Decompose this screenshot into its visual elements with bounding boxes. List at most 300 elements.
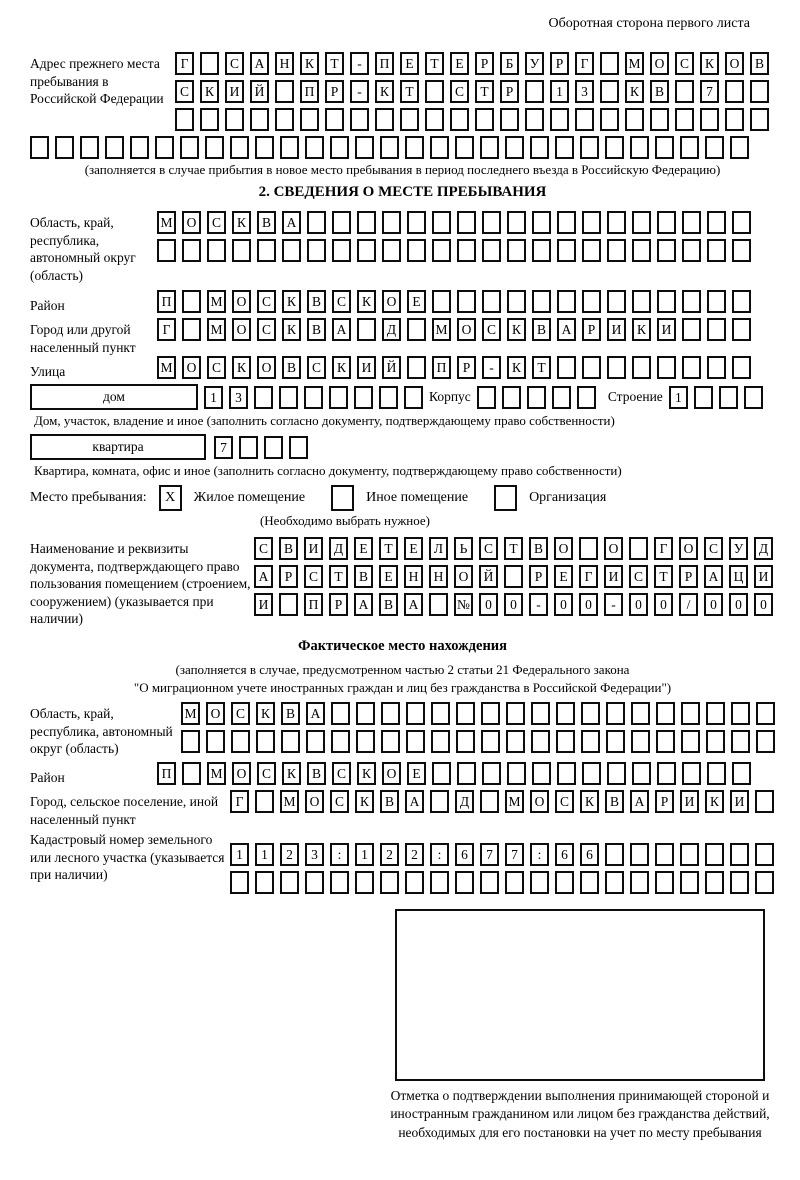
char-box: / <box>679 593 698 616</box>
char-box <box>130 136 149 159</box>
char-box: К <box>232 211 251 234</box>
facts-note-line-1: (заполняется в случае, предусмотренном частью 2 статьи 21 Федерального закона <box>175 662 630 678</box>
char-box <box>355 871 374 894</box>
char-box <box>507 762 526 785</box>
char-box: К <box>256 702 275 725</box>
char-box: Е <box>554 565 573 588</box>
district-label: Район <box>30 297 65 313</box>
char-box: М <box>181 702 200 725</box>
char-box <box>681 702 700 725</box>
stroenie-cells <box>669 386 763 409</box>
char-box: Т <box>329 565 348 588</box>
char-box: Г <box>654 537 673 560</box>
char-box <box>557 762 576 785</box>
char-box <box>625 108 644 131</box>
char-box <box>630 843 649 866</box>
char-box <box>280 871 299 894</box>
char-box: Г <box>175 52 194 75</box>
char-box: 3 <box>305 843 324 866</box>
char-box <box>607 290 626 313</box>
char-box: В <box>307 290 326 313</box>
street-block <box>30 356 800 384</box>
char-box <box>457 211 476 234</box>
char-box <box>730 843 749 866</box>
char-box <box>556 730 575 753</box>
char-box <box>555 871 574 894</box>
char-box <box>432 290 451 313</box>
char-box <box>580 136 599 159</box>
char-box: Р <box>475 52 494 75</box>
char-box: С <box>450 80 469 103</box>
char-box <box>580 871 599 894</box>
char-box: В <box>279 537 298 560</box>
char-box <box>750 108 769 131</box>
char-box <box>175 108 194 131</box>
char-box <box>530 136 549 159</box>
char-box <box>431 730 450 753</box>
char-box <box>456 730 475 753</box>
facts-district-block <box>30 762 800 790</box>
char-box <box>756 702 775 725</box>
char-box: О <box>257 356 276 379</box>
char-box <box>457 762 476 785</box>
char-box <box>682 239 701 262</box>
char-box <box>332 211 351 234</box>
char-box: О <box>604 537 623 560</box>
region-row-2 <box>157 239 751 262</box>
char-box <box>732 239 751 262</box>
char-box <box>357 318 376 341</box>
char-box <box>405 136 424 159</box>
char-box <box>239 436 258 459</box>
char-box: - <box>350 80 369 103</box>
city-row <box>157 318 751 341</box>
char-box: Й <box>382 356 401 379</box>
char-box <box>307 211 326 234</box>
char-box: 1 <box>204 386 223 409</box>
char-box: 7 <box>480 843 499 866</box>
char-box <box>182 290 201 313</box>
char-box <box>632 239 651 262</box>
char-box: 6 <box>580 843 599 866</box>
region-label: Область, край, республика, автономный округ (область) <box>30 215 136 283</box>
char-box: 7 <box>505 843 524 866</box>
char-box <box>329 386 348 409</box>
char-box: 1 <box>230 843 249 866</box>
char-box <box>279 386 298 409</box>
char-box: А <box>332 318 351 341</box>
char-box: И <box>657 318 676 341</box>
char-box <box>506 730 525 753</box>
facts-title: Фактическое место нахождения <box>298 638 507 655</box>
char-box: С <box>257 290 276 313</box>
char-box: С <box>307 356 326 379</box>
char-box: В <box>354 565 373 588</box>
char-box: К <box>200 80 219 103</box>
char-box: 3 <box>575 80 594 103</box>
char-box: 6 <box>555 843 574 866</box>
char-box <box>429 593 448 616</box>
char-box: Д <box>754 537 773 560</box>
char-box <box>404 386 423 409</box>
char-box <box>581 730 600 753</box>
apartment-row <box>30 434 800 460</box>
char-box: Е <box>354 537 373 560</box>
char-box <box>530 871 549 894</box>
char-box <box>630 136 649 159</box>
region-row-1 <box>157 211 751 234</box>
char-box <box>680 843 699 866</box>
char-box: К <box>705 790 724 813</box>
char-box <box>480 790 499 813</box>
char-box <box>282 239 301 262</box>
document-label: Наименование и реквизиты документа, подтверждающего право пользования помещением (строением, сооружением) (указывается при наличии) <box>30 541 251 627</box>
char-box <box>707 239 726 262</box>
char-box <box>705 871 724 894</box>
char-box: К <box>332 356 351 379</box>
char-box <box>575 108 594 131</box>
char-box <box>682 290 701 313</box>
char-box: В <box>605 790 624 813</box>
char-box <box>455 871 474 894</box>
char-box <box>55 136 74 159</box>
char-box <box>400 108 419 131</box>
char-box: М <box>625 52 644 75</box>
char-box <box>531 730 550 753</box>
char-box <box>331 730 350 753</box>
char-box <box>600 80 619 103</box>
char-box <box>380 871 399 894</box>
char-box: Л <box>429 537 448 560</box>
char-box <box>205 136 224 159</box>
char-box: 0 <box>704 593 723 616</box>
char-box: Т <box>425 52 444 75</box>
char-box: 6 <box>455 843 474 866</box>
char-box <box>225 108 244 131</box>
char-box <box>206 730 225 753</box>
prev-address-block <box>30 52 800 136</box>
char-box <box>500 108 519 131</box>
char-box <box>350 108 369 131</box>
char-box: М <box>505 790 524 813</box>
char-box: 0 <box>629 593 648 616</box>
char-box <box>379 386 398 409</box>
char-box: Ц <box>729 565 748 588</box>
char-box <box>600 52 619 75</box>
char-box <box>707 290 726 313</box>
char-box: П <box>157 762 176 785</box>
char-box: С <box>231 702 250 725</box>
char-box <box>557 211 576 234</box>
char-box: Н <box>404 565 423 588</box>
char-box <box>577 386 596 409</box>
char-box <box>556 702 575 725</box>
char-box <box>555 136 574 159</box>
char-box <box>527 386 546 409</box>
char-box <box>207 239 226 262</box>
char-box <box>304 386 323 409</box>
char-box: П <box>432 356 451 379</box>
stay-option-label-organization: Организация <box>529 490 607 506</box>
stroenie-label: Строение <box>607 389 663 405</box>
char-box <box>332 239 351 262</box>
char-box <box>481 730 500 753</box>
char-box: 2 <box>380 843 399 866</box>
char-box: У <box>525 52 544 75</box>
char-box <box>155 136 174 159</box>
char-box: В <box>379 593 398 616</box>
char-box <box>606 730 625 753</box>
char-box: Е <box>404 537 423 560</box>
char-box: С <box>555 790 574 813</box>
char-box <box>557 290 576 313</box>
char-box <box>657 290 676 313</box>
char-box <box>425 80 444 103</box>
char-box <box>431 702 450 725</box>
char-box <box>655 843 674 866</box>
char-box <box>607 239 626 262</box>
char-box: П <box>157 290 176 313</box>
stamp-note: Отметка о подтверждении выполнения принимающей стороной и иностранным гражданином или лицом без гражданства действий, необходимых для его постановки на учет по месту пребывания <box>390 1088 770 1140</box>
char-box <box>719 386 738 409</box>
char-box: Й <box>479 565 498 588</box>
char-box: Т <box>400 80 419 103</box>
char-box: И <box>680 790 699 813</box>
char-box: А <box>254 565 273 588</box>
char-box: П <box>375 52 394 75</box>
char-box: 0 <box>504 593 523 616</box>
char-box: С <box>675 52 694 75</box>
stamp-box <box>395 909 765 1081</box>
char-box <box>432 239 451 262</box>
char-box <box>275 108 294 131</box>
char-box: М <box>207 318 226 341</box>
char-box <box>732 762 751 785</box>
char-box <box>657 239 676 262</box>
char-box <box>406 702 425 725</box>
char-box <box>505 871 524 894</box>
corner-note: Оборотная сторона первого листа <box>548 16 750 31</box>
char-box: Б <box>500 52 519 75</box>
prev-address-row-4 <box>30 136 800 159</box>
char-box <box>325 108 344 131</box>
char-box <box>730 871 749 894</box>
char-box <box>657 211 676 234</box>
char-box <box>105 136 124 159</box>
char-box <box>507 239 526 262</box>
char-box: 0 <box>729 593 748 616</box>
char-box: 3 <box>229 386 248 409</box>
apartment-cells <box>214 436 308 459</box>
char-box <box>407 356 426 379</box>
char-box: С <box>257 762 276 785</box>
char-box: А <box>557 318 576 341</box>
char-box <box>254 386 273 409</box>
char-box: И <box>304 537 323 560</box>
document-row-2 <box>254 565 773 588</box>
char-box: 0 <box>654 593 673 616</box>
facts-region-block <box>30 702 800 758</box>
char-box: М <box>157 356 176 379</box>
char-box: Р <box>679 565 698 588</box>
char-box: Р <box>329 593 348 616</box>
char-box <box>375 108 394 131</box>
char-box <box>582 290 601 313</box>
district-block <box>30 290 800 318</box>
char-box <box>264 436 283 459</box>
char-box: С <box>629 565 648 588</box>
char-box <box>256 730 275 753</box>
char-box: 1 <box>550 80 569 103</box>
city-label: Город или другой населенный пункт <box>30 322 136 355</box>
char-box: С <box>207 211 226 234</box>
char-box <box>455 136 474 159</box>
char-box <box>306 730 325 753</box>
char-box <box>279 593 298 616</box>
char-box: К <box>507 356 526 379</box>
char-box <box>182 762 201 785</box>
char-box: С <box>332 290 351 313</box>
cadastre-label: Кадастровый номер земельного или лесного участка (указывается при наличии) <box>30 832 225 883</box>
char-box <box>382 239 401 262</box>
char-box <box>181 730 200 753</box>
char-box: Н <box>429 565 448 588</box>
char-box <box>632 290 651 313</box>
char-box: О <box>554 537 573 560</box>
char-box <box>725 108 744 131</box>
char-box: О <box>457 318 476 341</box>
char-box: О <box>206 702 225 725</box>
char-box: : <box>530 843 549 866</box>
street-label: Улица <box>30 364 66 379</box>
char-box: У <box>729 537 748 560</box>
char-box <box>694 386 713 409</box>
char-box <box>582 239 601 262</box>
char-box: 1 <box>255 843 274 866</box>
char-box <box>357 211 376 234</box>
char-box <box>707 762 726 785</box>
document-row-3 <box>254 593 773 616</box>
char-box <box>607 762 626 785</box>
char-box: И <box>254 593 273 616</box>
char-box: - <box>482 356 501 379</box>
char-box: Й <box>250 80 269 103</box>
char-box <box>281 730 300 753</box>
house-cells <box>204 386 423 409</box>
char-box: В <box>532 318 551 341</box>
char-box <box>250 108 269 131</box>
char-box <box>425 108 444 131</box>
char-box <box>557 239 576 262</box>
char-box: Р <box>325 80 344 103</box>
char-box: - <box>604 593 623 616</box>
char-box <box>505 136 524 159</box>
facts-city-block <box>30 790 800 828</box>
facts-region-label: Область, край, республика, автономный округ (область) <box>30 706 173 757</box>
char-box <box>705 136 724 159</box>
char-box: 7 <box>214 436 233 459</box>
street-row <box>157 356 751 379</box>
char-box <box>655 136 674 159</box>
char-box <box>700 108 719 131</box>
prev-address-row-1 <box>175 52 769 75</box>
char-box <box>681 730 700 753</box>
facts-district-label: Район <box>30 769 65 785</box>
char-box <box>300 108 319 131</box>
char-box: В <box>380 790 399 813</box>
char-box <box>532 239 551 262</box>
char-box <box>680 136 699 159</box>
char-box <box>432 762 451 785</box>
char-box <box>430 136 449 159</box>
region-block <box>30 211 800 284</box>
char-box: Г <box>230 790 249 813</box>
char-box: 0 <box>479 593 498 616</box>
char-box: С <box>225 52 244 75</box>
cadastre-block <box>30 828 800 899</box>
char-box: В <box>307 318 326 341</box>
char-box: О <box>232 318 251 341</box>
char-box <box>305 136 324 159</box>
char-box: К <box>232 356 251 379</box>
char-box: В <box>307 762 326 785</box>
char-box <box>30 136 49 159</box>
char-box <box>405 871 424 894</box>
char-box <box>507 290 526 313</box>
char-box <box>157 239 176 262</box>
char-box <box>600 108 619 131</box>
char-box <box>730 136 749 159</box>
char-box: Р <box>655 790 674 813</box>
char-box <box>532 211 551 234</box>
char-box <box>182 239 201 262</box>
char-box: А <box>405 790 424 813</box>
char-box: 1 <box>355 843 374 866</box>
char-box <box>525 108 544 131</box>
char-box: - <box>529 593 548 616</box>
char-box <box>732 211 751 234</box>
char-box <box>657 762 676 785</box>
char-box: К <box>357 290 376 313</box>
char-box: Т <box>325 52 344 75</box>
section2-title: 2. СВЕДЕНИЯ О МЕСТЕ ПРЕБЫВАНИЯ <box>258 184 547 200</box>
char-box <box>656 702 675 725</box>
char-box: 2 <box>280 843 299 866</box>
char-box: 0 <box>554 593 573 616</box>
char-box <box>430 871 449 894</box>
char-box <box>707 318 726 341</box>
char-box <box>180 136 199 159</box>
char-box: А <box>306 702 325 725</box>
char-box: О <box>232 762 251 785</box>
apartment-note: Квартира, комната, офис и иное (заполнить согласно документу, подтверждающему право собственности) <box>34 463 622 479</box>
stay-option-checkbox-other <box>331 485 354 511</box>
char-box: О <box>305 790 324 813</box>
char-box <box>682 211 701 234</box>
char-box <box>707 356 726 379</box>
stay-type-label: Место пребывания: <box>30 490 147 506</box>
cadastre-row-1 <box>230 843 774 866</box>
char-box: О <box>650 52 669 75</box>
char-box: С <box>704 537 723 560</box>
char-box: П <box>304 593 323 616</box>
char-box <box>605 843 624 866</box>
char-box: Т <box>654 565 673 588</box>
char-box <box>631 730 650 753</box>
char-box <box>657 356 676 379</box>
document-row-1 <box>254 537 773 560</box>
char-box: М <box>280 790 299 813</box>
